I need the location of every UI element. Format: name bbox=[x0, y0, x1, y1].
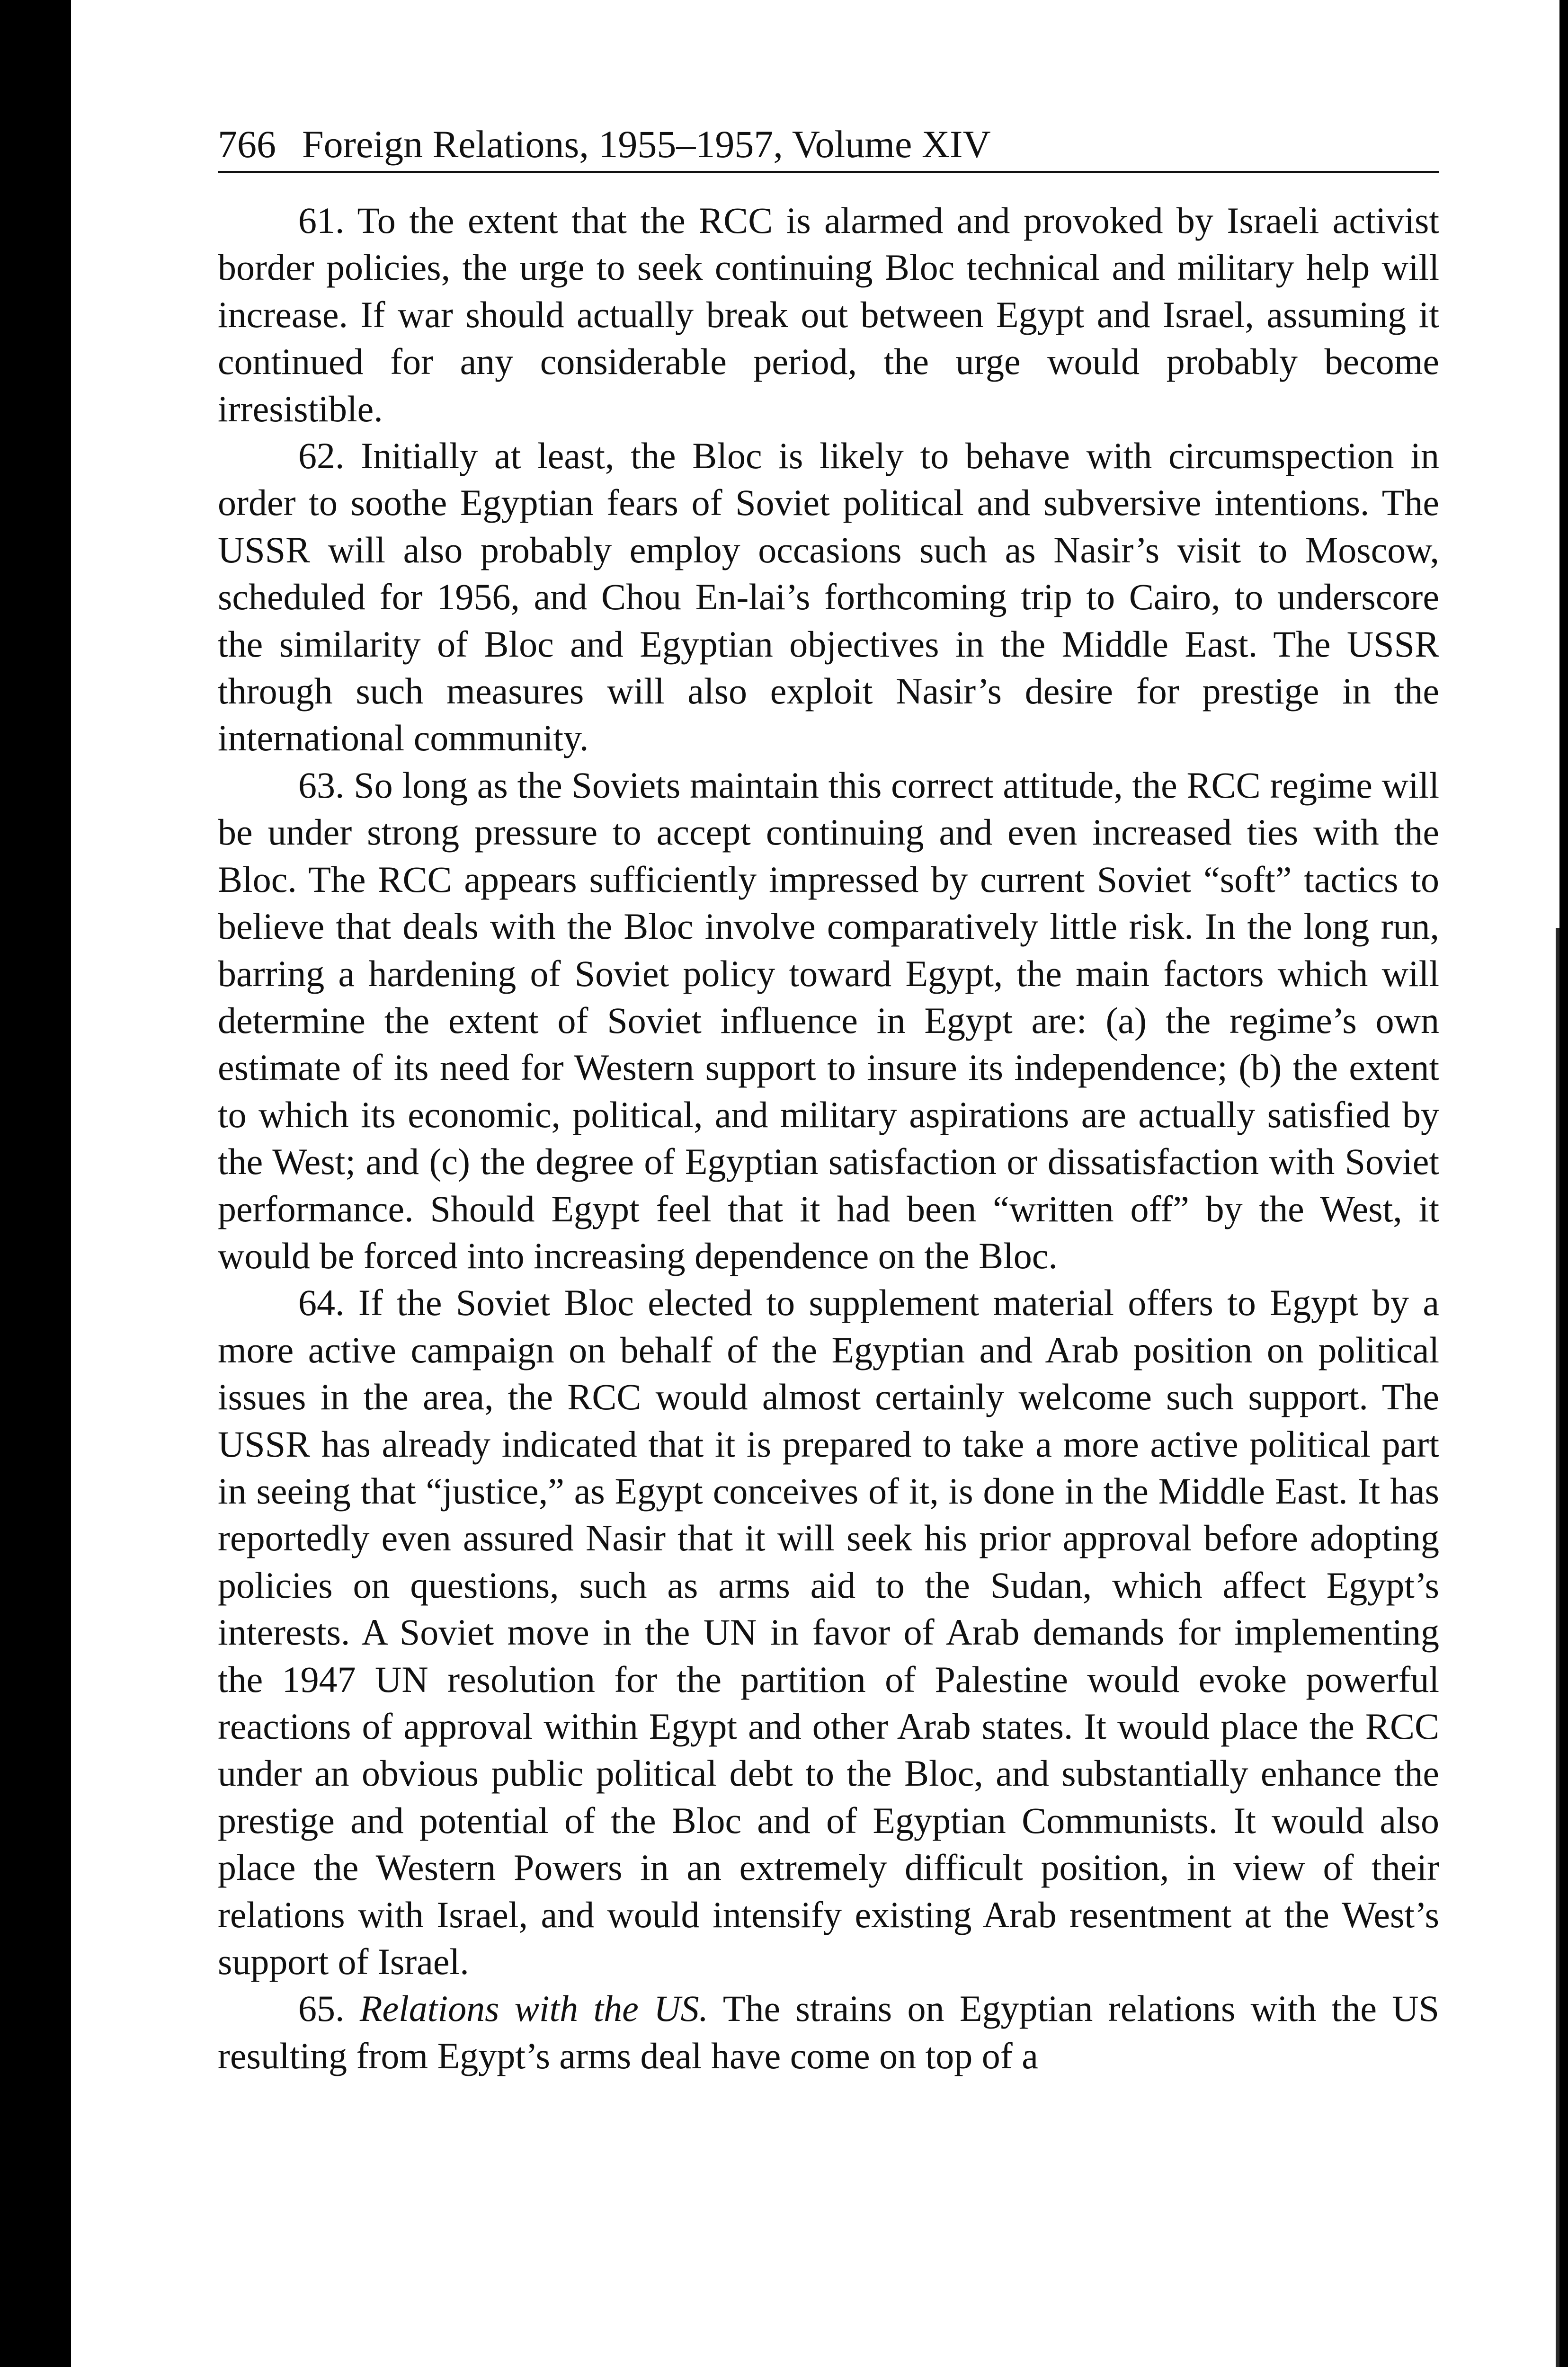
running-header bbox=[218, 121, 1439, 173]
paragraph-65 bbox=[218, 1985, 1439, 2079]
document-page bbox=[218, 121, 1439, 2079]
paragraph-61: 61. To the extent that the RCC is alarmed and provoked by Israeli activist border policies, the urge to seek continuing Bloc technical and military help will increase. If war should actually break out between Egypt and Israel, assuming it continued for any considerable period, the urge would probably become irresistible. bbox=[218, 200, 1439, 429]
volume-title: Foreign Relations, 1955–1957, Volume XIV bbox=[302, 123, 991, 166]
paragraph-62: 62. Initially at least, the Bloc is likely to behave with circumspection in order to soothe Egyptian fears of Soviet political and subversive intentions. The USSR will also probably employ occasions such as Nasir’s visit to Moscow, scheduled for 1956, and Chou En-lai’s forthcoming trip to Cairo, to underscore the similarity of Bloc and Egyptian objectives in the Middle East. The USSR through such measures will also exploit Nasir’s desire for prestige in the international community. bbox=[218, 435, 1439, 759]
page-number: 766 bbox=[218, 123, 276, 166]
scan-border-right bbox=[1559, 0, 1568, 2367]
section-heading: Relations with the US. bbox=[359, 1988, 708, 2029]
scan-border-left bbox=[0, 0, 71, 2367]
paragraph-number: 65. bbox=[298, 1988, 345, 2029]
paragraph-text: The strains on Egyptian relations with the US resulting from Egypt’s arms deal have come on top of a bbox=[218, 1988, 1440, 2076]
paragraph-63: 63. So long as the Soviets maintain this correct attitude, the RCC regime will be under strong pressure to accept continuing and even increased ties with the Bloc. The RCC appears sufficiently impressed by current Soviet “soft” tactics to believe that deals with the Bloc involve comparatively little risk. In the long run, barring a hardening of Soviet policy toward Egypt, the main factors which will determine the extent of Soviet influence in Egypt are: (a) the regime’s own estimate of its need for Western support to insure its independence; (b) the extent to which its economic, political, and military aspirations are actually satisfied by the West; and (c) the degree of Egyptian satisfaction or dissatisfaction with Soviet performance. Should Egypt feel that it had been “written off” by the West, it would be forced into increasing dependence on the Bloc. bbox=[218, 764, 1439, 1276]
paragraph-64: 64. If the Soviet Bloc elected to supplement material offers to Egypt by a more active campaign on behalf of the Egyptian and Arab position on political issues in the area, the RCC would almost certainly welcome such support. The USSR has already indicated that it is prepared to take a more active political part in seeing that “justice,” as Egypt conceives of it, is done in the Middle East. It has reportedly even assured Nasir that it will seek his prior approval before adopting policies on questions, such as arms aid to the Sudan, which affect Egypt’s interests. A Soviet move in the UN in favor of Arab demands for implementing the 1947 UN resolution for the partition of Palestine would evoke powerful reactions of approval within Egypt and other Arab states. It would place the RCC under an obvious public political debt to the Bloc, and substantially enhance the prestige and potential of the Bloc and of Egyptian Communists. It would also place the Western Powers in an extremely difficult position, in view of their relations with Israel, and would intensify existing Arab resentment at the West’s support of Israel. bbox=[218, 1282, 1439, 1983]
scan-shadow-right bbox=[1556, 928, 1559, 2367]
